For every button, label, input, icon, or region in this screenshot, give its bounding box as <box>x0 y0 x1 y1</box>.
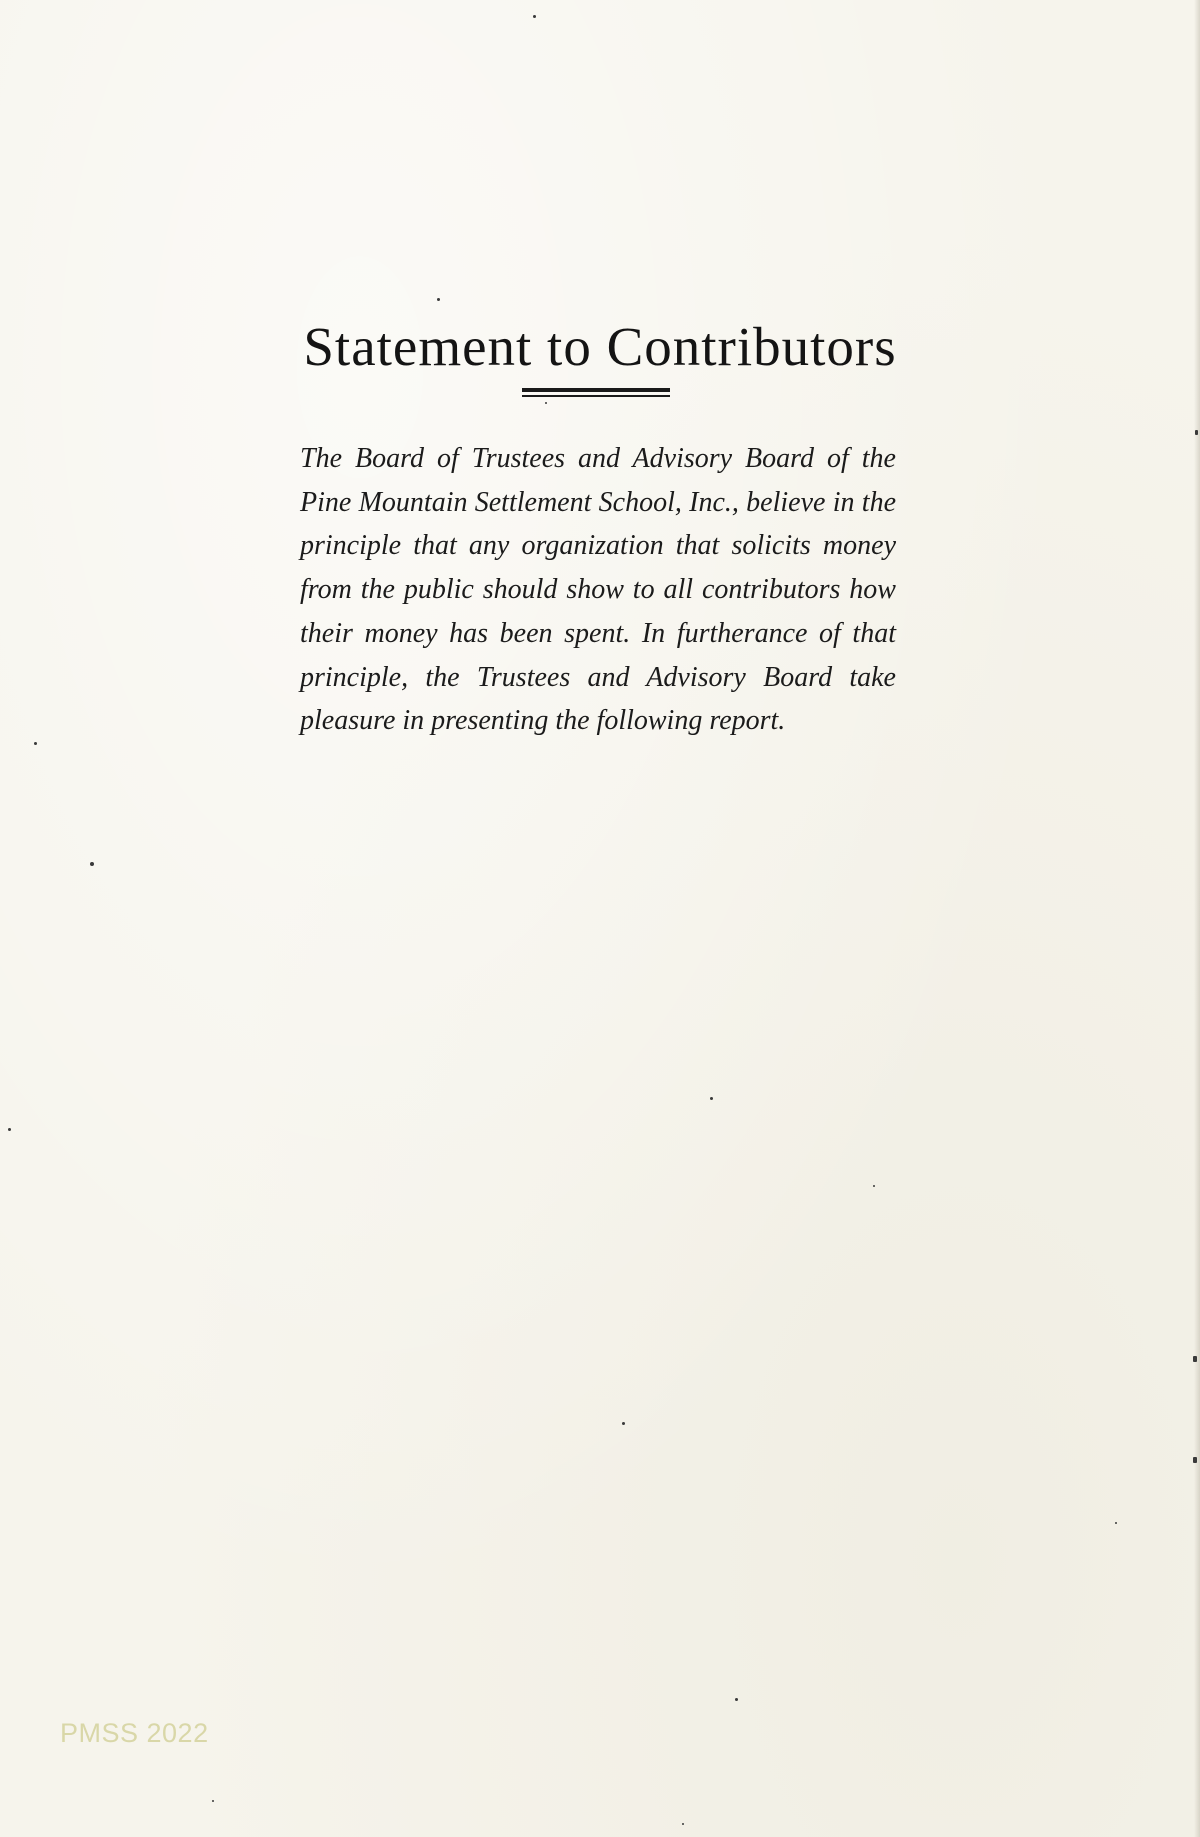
page-edge-shadow <box>1194 0 1200 1837</box>
archive-watermark: PMSS 2022 <box>60 1718 209 1748</box>
paper-speck <box>8 1128 11 1131</box>
paper-speck <box>90 862 94 866</box>
paper-speck <box>212 1800 214 1802</box>
paper-speck <box>1193 1457 1197 1463</box>
paper-speck <box>873 1185 875 1187</box>
paper-speck <box>34 742 37 745</box>
page-title: Statement to Contributors <box>303 315 897 377</box>
paper-speck <box>622 1422 625 1425</box>
paper-speck <box>1115 1522 1117 1524</box>
statement-paragraph: The Board of Trustees and Advisory Board of the Pine Mountain Settlement School, Inc., believe in the principle that any organization that solicits money from the public should show to all contributors how their money has been spent. In furtherance of that principle, the Trustees and Advisory Board take pleasure in presenting the following report. <box>300 443 896 737</box>
paper-speck <box>1193 1356 1197 1362</box>
paper-speck <box>437 298 440 301</box>
paper-speck <box>710 1097 713 1100</box>
title-double-rule <box>522 388 670 397</box>
paper-speck <box>1195 430 1198 435</box>
paper-speck <box>533 15 536 18</box>
paper-speck <box>682 1823 684 1825</box>
paper-speck <box>545 402 547 404</box>
paper-speck <box>735 1698 738 1701</box>
